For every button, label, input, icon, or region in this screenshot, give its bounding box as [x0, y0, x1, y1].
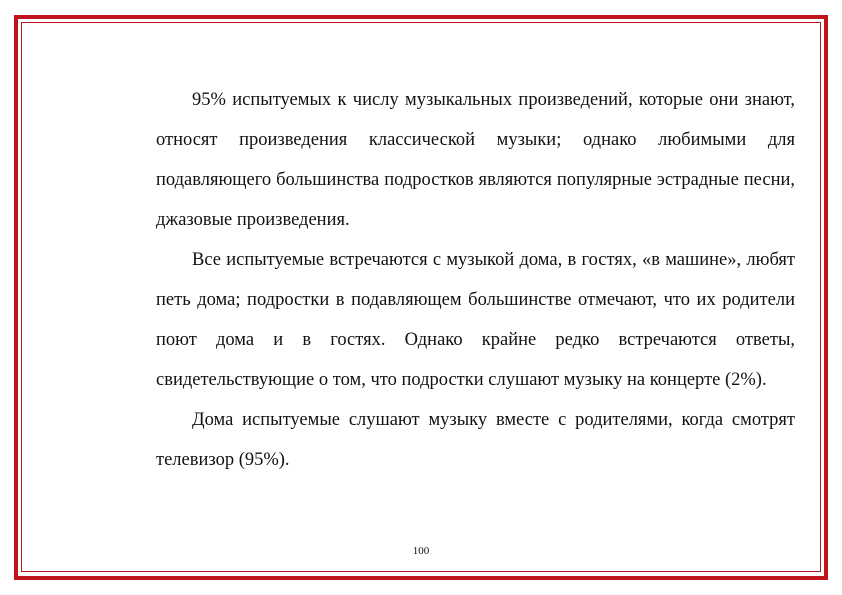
paragraph-2: Все испытуемые встречаются с музыкой дома, в гостях, «в машине», любят петь дома; подростки в подавляющем большинстве отмечают, что их родители поют дома и в гостях. Однако крайне редко встречаются ответы, свидетельствующие о том, что подростки слушают музыку на концерте (2%).	[156, 250, 795, 390]
paragraph-1: 95% испытуемых к числу музыкальных произведений, которые они знают, относят произведения классической музыки; однако любимыми для подавляющего большинства подростков являются популярные эстрадные песни, джазовые произведения.	[156, 90, 795, 230]
body-text	[156, 80, 795, 480]
page-number: 100	[412, 545, 430, 557]
paragraph-3: Дома испытуемые слушают музыку вместе с родителями, когда смотрят телевизор (95%).	[156, 410, 795, 470]
